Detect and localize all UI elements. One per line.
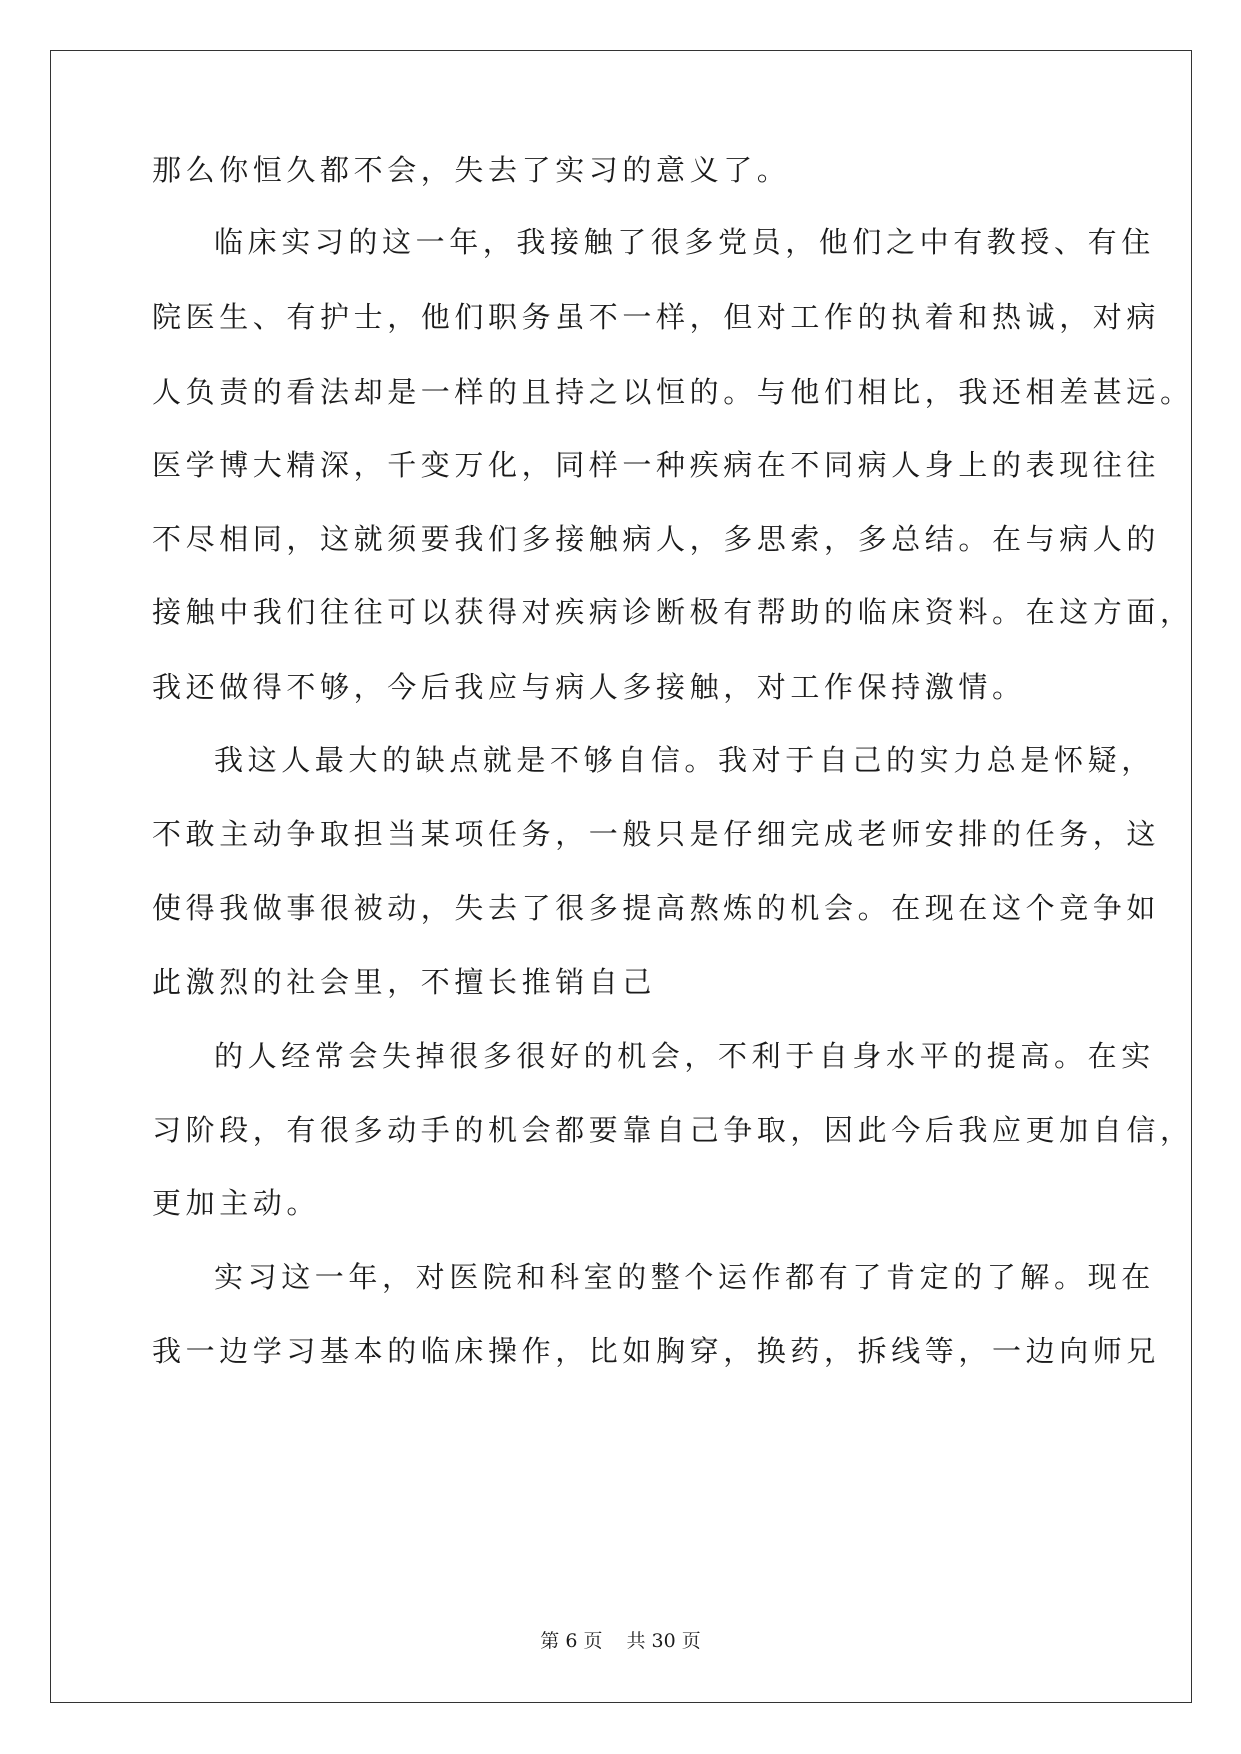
text-line: 不尽相同，这就须要我们多接触病人，多思索，多总结。在与病人的	[152, 522, 1161, 556]
page-number-current: 第 6 页	[540, 1630, 603, 1652]
page-number-total: 共 30 页	[626, 1630, 701, 1652]
text-line: 接触中我们往往可以获得对疾病诊断极有帮助的临床资料。在这方面，	[152, 595, 1194, 629]
text-line: 我还做得不够，今后我应与病人多接触，对工作保持激情。	[152, 670, 1026, 704]
text-line: 不敢主动争取担当某项任务，一般只是仔细完成老师安排的任务，这	[152, 817, 1161, 851]
text-line: 医学博大精深，千变万化，同样一种疾病在不同病人身上的表现往往	[152, 448, 1161, 482]
page-footer	[0, 1626, 1241, 1653]
text-line: 人负责的看法却是一样的且持之以恒的。与他们相比，我还相差甚远。	[152, 375, 1194, 409]
paragraph-start-line: 我这人最大的缺点就是不够自信。我对于自己的实力总是怀疑，	[214, 743, 1155, 777]
text-line: 此激烈的社会里，不擅长推销自己	[152, 965, 657, 999]
text-line: 我一边学习基本的临床操作，比如胸穿，换药，拆线等，一边向师兄	[152, 1334, 1161, 1368]
text-line: 习阶段，有很多动手的机会都要靠自己争取，因此今后我应更加自信，	[152, 1113, 1194, 1147]
text-line: 院医生、有护士，他们职务虽不一样，但对工作的执着和热诚，对病	[152, 300, 1161, 334]
text-line: 使得我做事很被动，失去了很多提高熬炼的机会。在现在这个竞争如	[152, 891, 1161, 925]
text-line: 更加主动。	[152, 1186, 321, 1220]
paragraph-start-line: 临床实习的这一年，我接触了很多党员，他们之中有教授、有住	[214, 225, 1155, 259]
paragraph-start-line: 的人经常会失掉很多很好的机会，不利于自身水平的提高。在实	[214, 1039, 1155, 1073]
paragraph-start-line: 实习这一年，对医院和科室的整个运作都有了肯定的了解。现在	[214, 1260, 1155, 1294]
text-line: 那么你恒久都不会，失去了实习的意义了。	[152, 153, 791, 187]
